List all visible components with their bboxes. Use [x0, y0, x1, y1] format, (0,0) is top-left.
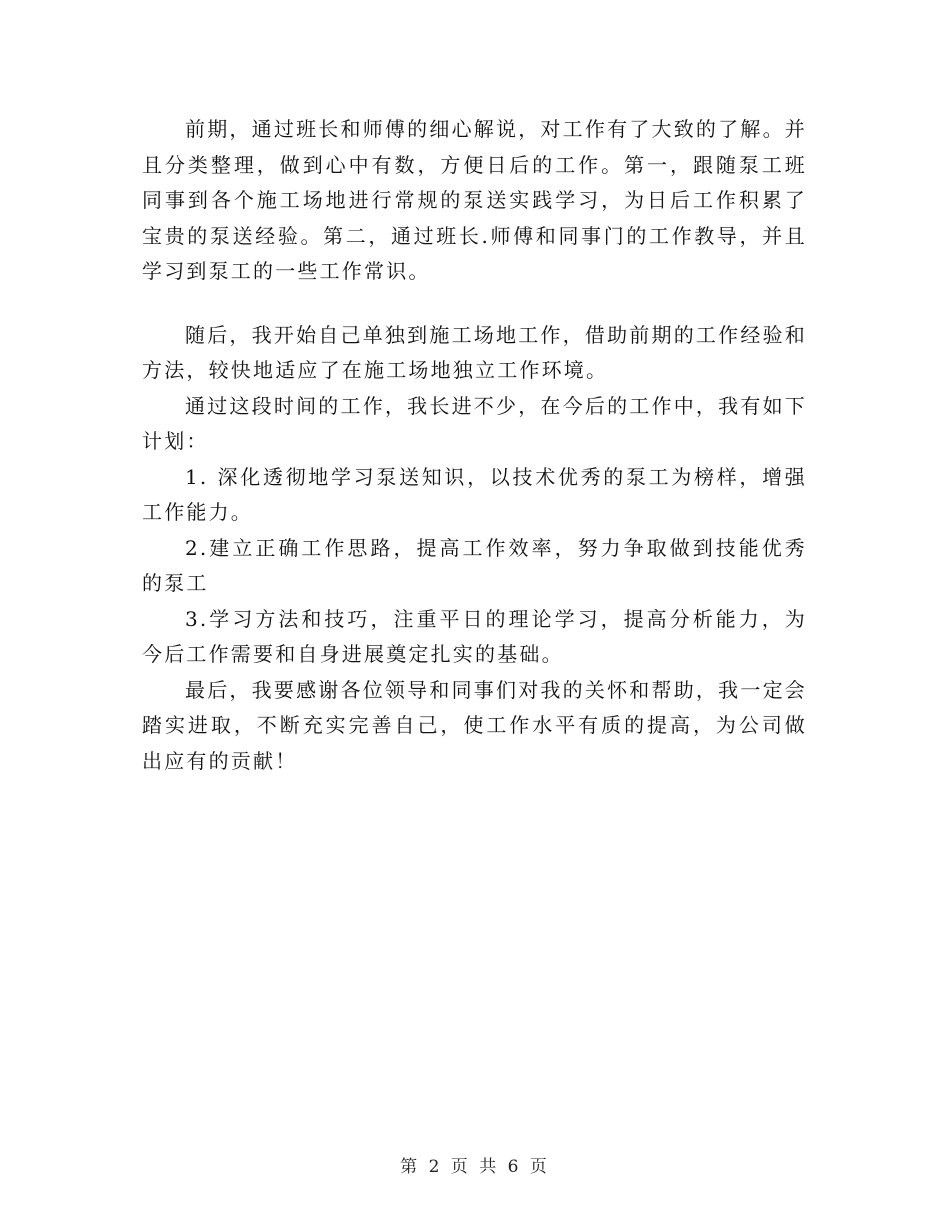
paragraph-closing: 最后，我要感谢各位领导和同事们对我的关怀和帮助，我一定会踏实进取，不断充实完善自己，使工作水平有质的提高，为公司做出应有的贡献！ — [142, 677, 807, 773]
plan-item-1: 1. 深化透彻地学习泵送知识，以技术优秀的泵工为榜样，增强工作能力。 — [142, 464, 807, 524]
paragraph-plan-intro: 通过这段时间的工作，我长进不少，在今后的工作中，我有如下计划： — [142, 393, 807, 453]
document-body — [142, 112, 807, 779]
page-number-footer: 第 2 页 共 6 页 — [400, 1157, 550, 1177]
paragraph-intro: 前期，通过班长和师傅的细心解说，对工作有了大致的了解。并且分类整理，做到心中有数，方便日后的工作。第一，跟随泵工班同事到各个施工场地进行常规的泵送实践学习，为日后工作积累了宝贵的泵送经验。第二，通过班长.师傅和同事门的工作教导，并且学习到泵工的一些工作常识。 — [142, 117, 807, 283]
plan-item-2: 2.建立正确工作思路，提高工作效率，努力争取做到技能优秀的泵工 — [142, 535, 807, 595]
plan-item-3: 3.学习方法和技巧，注重平日的理论学习，提高分析能力，为今后工作需要和自身进展奠定扎实的基础。 — [142, 606, 807, 666]
paragraph-independent-work: 随后，我开始自己单独到施工场地工作，借助前期的工作经验和方法，较快地适应了在施工场地独立工作环境。 — [142, 322, 807, 382]
